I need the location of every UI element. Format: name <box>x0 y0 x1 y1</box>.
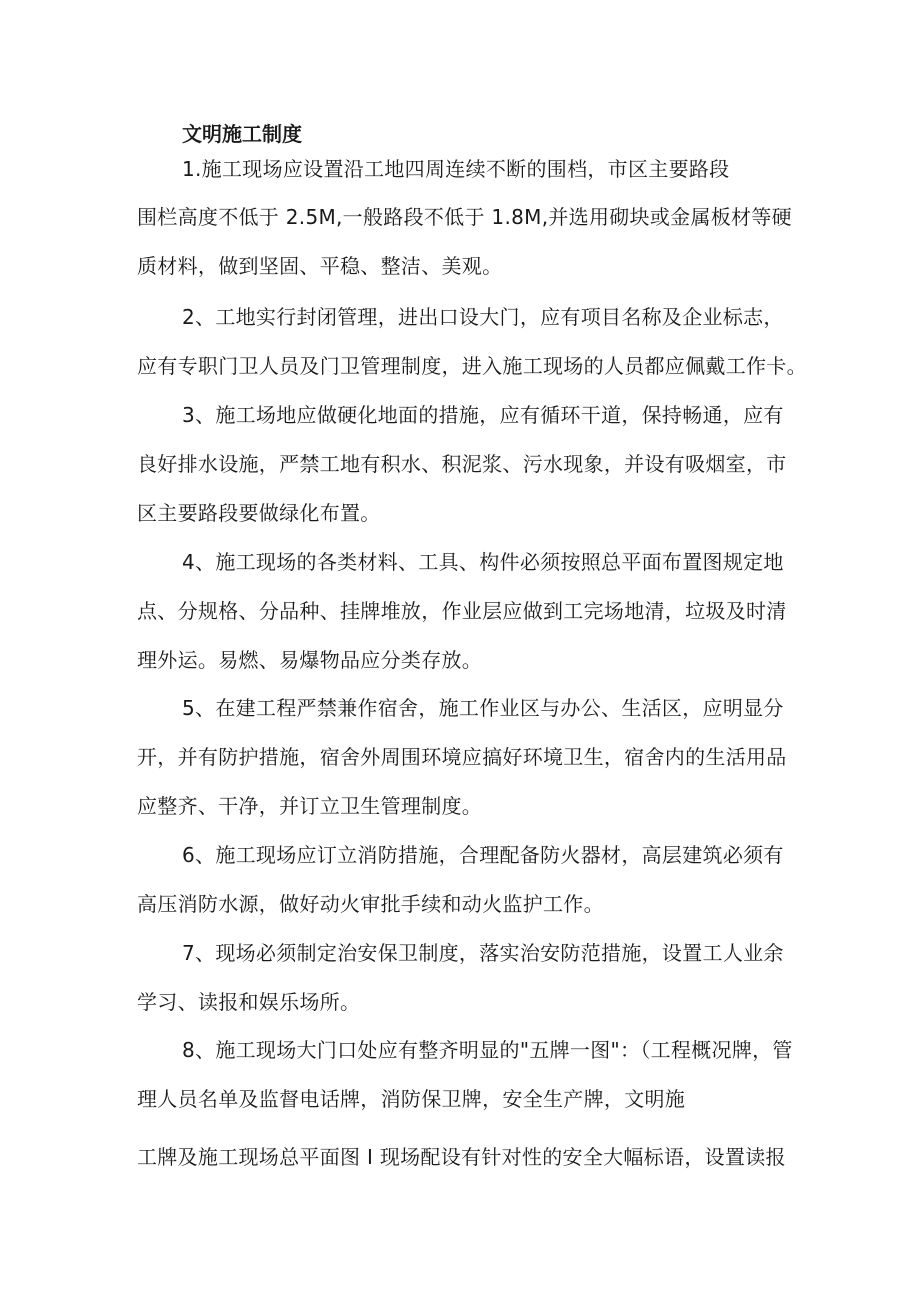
text-line: 高压消防水源，做好动火审批手续和动火监护工作。 <box>137 892 604 916</box>
text-line: 6、施工现场应订立消防措施，合理配备防火器材，高层建筑必须有 <box>182 843 784 867</box>
text-line: 学习、读报和娱乐场所。 <box>137 990 361 1014</box>
text-line: 良好排水设施，严禁工地有积水、积泥浆、污水现象，并设有吸烟室，市 <box>137 452 787 476</box>
text-line: 质材料，做到坚固、平稳、整洁、美观。 <box>137 254 503 278</box>
text-line: 区主要路段要做绿化布置。 <box>137 501 381 525</box>
text-line: 理人员名单及监督电话牌，消防保卫牌，安全生产牌，文明施 <box>137 1087 686 1111</box>
text-line: 2、工地实行封闭管理，进出口设大门，应有项目名称及企业标志， <box>182 305 784 329</box>
text-line: 7、现场必须制定治安保卫制度，落实治安防范措施，设置工人业余 <box>182 941 784 965</box>
text-line: 应整齐、干净，并订立卫生管理制度。 <box>137 794 483 818</box>
document-title: 文明施工制度 <box>182 122 302 146</box>
text-line: 1.施工现场应设置沿工地四周连续不断的围档，市区主要路段 <box>182 157 730 181</box>
text-line: 3、施工场地应做硬化地面的措施，应有循环干道，保持畅通，应有 <box>182 403 784 427</box>
text-line: 工牌及施工现场总平面图 I 现场配设有针对性的安全大幅标语，设置读报 <box>137 1145 786 1169</box>
text-line: 应有专职门卫人员及门卫管理制度，进入施工现场的人员都应佩戴工作卡。 <box>137 354 807 378</box>
text-line: 理外运。易燃、易爆物品应分类存放。 <box>137 648 483 672</box>
text-line: 点、分规格、分品种、挂牌堆放，作业层应做到工完场地清，垃圾及时清 <box>137 599 787 623</box>
text-line: 8、施工现场大门口处应有整齐明显的"五牌一图"：（工程概况牌，管 <box>182 1038 793 1062</box>
text-line: 5、在建工程严禁兼作宿舍，施工作业区与办公、生活区，应明显分 <box>182 696 784 720</box>
text-line: 4、施工现场的各类材料、工具、构件必须按照总平面布置图规定地 <box>182 550 784 574</box>
text-line: 开，并有防护措施，宿舍外周围环境应搞好环境卫生，宿舍内的生活用品 <box>137 745 787 769</box>
text-line: 围栏高度不低于 2.5M,一般路段不低于 1.8M,并选用砌块或金属板材等硬 <box>137 205 792 229</box>
